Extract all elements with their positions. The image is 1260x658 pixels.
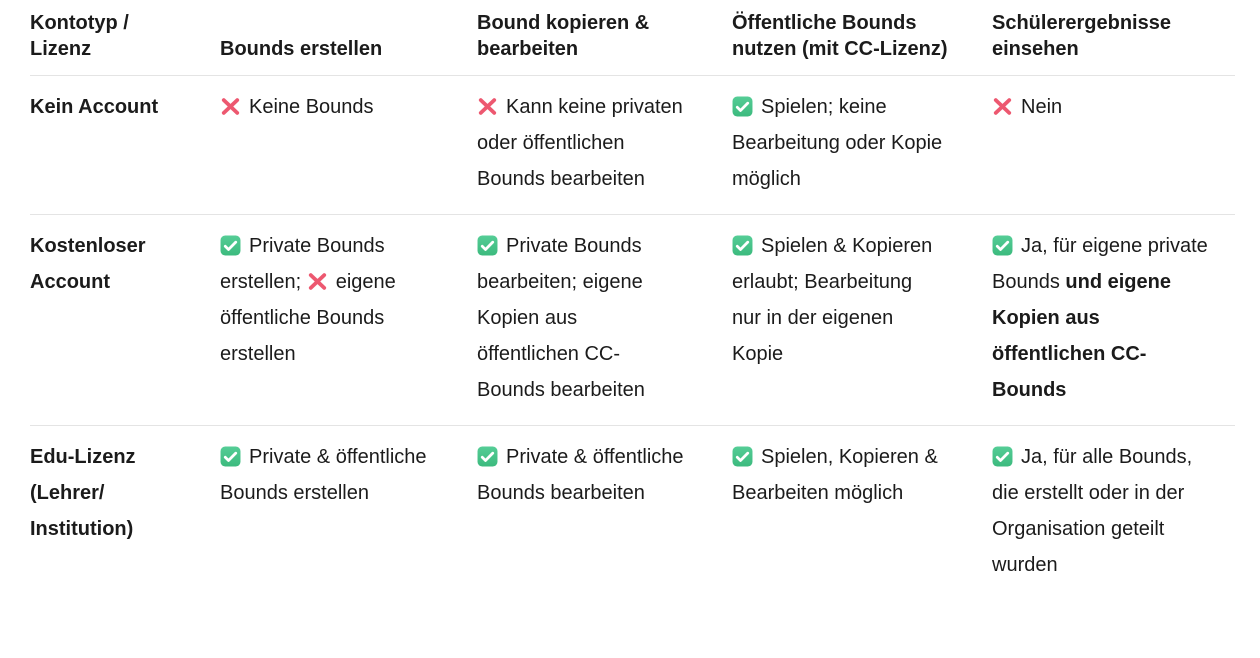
table-cell [992,426,1235,601]
table-cell [220,215,477,426]
cell-text: Ja, für alle Bounds, die erstellt oder in der Organisation geteilt wurden [992,446,1193,576]
row-label: Kostenloser Account [30,235,146,293]
check-icon [992,235,1013,256]
column-header-5: Schülerergebnisse einsehen [992,12,1171,60]
header-row [30,0,1235,76]
table-cell [732,76,992,215]
cell-text: Private & öffentliche Bounds bearbeiten [477,446,684,504]
column-header-2: Bounds erstellen [220,38,383,60]
table-body [30,76,1235,601]
row-label: Kein Account [30,96,159,118]
table-cell [732,426,992,601]
cell-text: Private Bounds erstellen; [220,235,385,293]
check-icon [732,96,753,117]
cell-text: Keine Bounds [249,96,374,118]
check-icon [732,235,753,256]
table-cell [220,76,477,215]
table-header [30,0,1235,76]
table-cell [732,215,992,426]
table-cell [477,426,732,601]
cell-text: Spielen & Kopieren erlaubt; Bearbeitung nur in der eigenen Kopie [732,235,933,365]
column-header-3: Bound kopieren & bearbeiten [477,12,650,60]
table-cell [992,76,1235,215]
cross-icon [307,271,328,292]
column-header-4: Öffentliche Bounds nutzen (mit CC-Lizenz) [732,12,948,60]
cell-text: Nein [1021,96,1063,118]
check-icon [220,235,241,256]
table-cell [477,215,732,426]
check-icon [992,446,1013,467]
table-cell [477,76,732,215]
cell-text: und eigene Kopien aus öffentlichen CC-Bounds [992,271,1171,401]
column-header-1: Kontotyp /​ Lizenz [30,12,129,60]
cross-icon [477,96,498,117]
cell-text: Spielen; keine Bearbeitung oder Kopie möglich [732,96,943,190]
check-icon [220,446,241,467]
cross-icon [992,96,1013,117]
row-label: Edu-Lizenz (Lehrer/​Institution) [30,446,136,540]
check-icon [477,446,498,467]
table-row [30,426,1235,601]
check-icon [477,235,498,256]
cell-text: Ja, für eigene private Bounds [992,235,1208,293]
cell-text: Kann keine privaten oder öffentlichen Bounds bearbeiten [477,96,683,190]
table-row [30,76,1235,215]
cell-text: Private Bounds bearbeiten; eigene Kopien aus öffentlichen CC-Bounds bearbeiten [477,235,645,401]
table-cell [992,215,1235,426]
table-cell [220,426,477,601]
cross-icon [220,96,241,117]
check-icon [732,446,753,467]
permissions-table [30,0,1235,600]
cell-text: eigene öffentliche Bounds erstellen [220,271,396,365]
cell-text: Spielen, Kopieren & Bearbeiten möglich [732,446,938,504]
cell-text: Private & öffentliche Bounds erstellen [220,446,427,504]
table-row [30,215,1235,426]
